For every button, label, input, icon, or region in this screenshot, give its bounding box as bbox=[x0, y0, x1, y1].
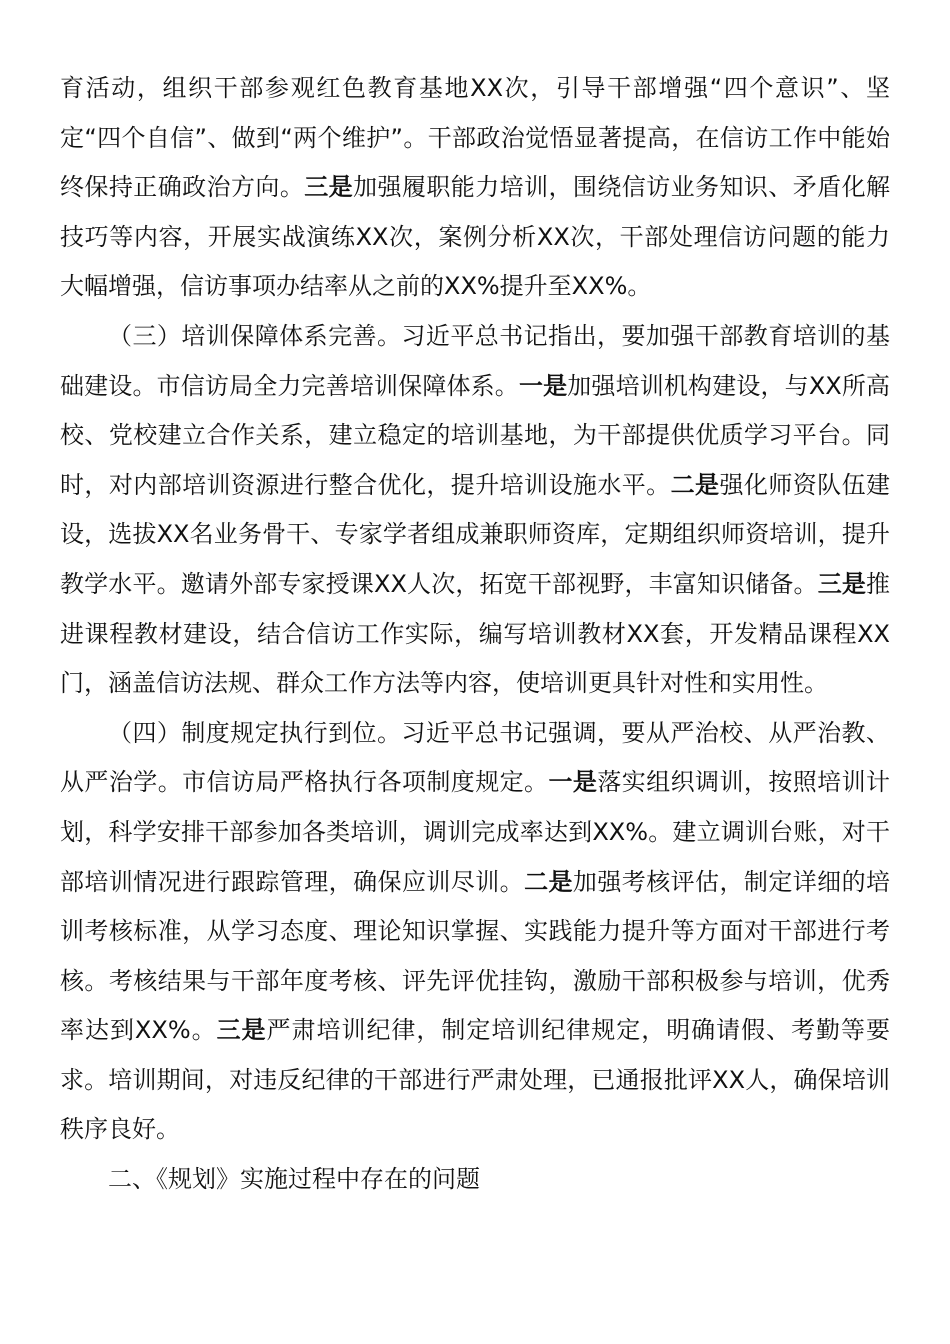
text-segment: 加强培训机构建设，与XX所高校、党校建立合作关系，建立稳定的培训基地，为干部提供优质学习平台。同时，对内部培训资源进行整合优化，提升培训设施水平。 bbox=[60, 371, 891, 499]
lead-phrase-bold: 三是 bbox=[304, 173, 354, 202]
lead-phrase-bold: 一是 bbox=[518, 371, 568, 400]
text-segment: 推进课程教材建设，结合信访工作实际，编写培训教材XX套，开发精品课程XX门，涵盖信访法规、群众工作方法等内容，使培训更具针对性和实用性。 bbox=[60, 569, 890, 698]
lead-phrase-bold: 三是 bbox=[216, 1016, 267, 1045]
section-heading: 二、《规划》实施过程中存在的问题 bbox=[108, 1165, 480, 1194]
paragraph-regulations bbox=[60, 709, 890, 1155]
text-segment: （四）制度规定执行到位。习近平总书记强调，要从严治校、从严治教、从严治学。市信访局严格执行各项制度规定。 bbox=[60, 718, 890, 797]
paragraph-training-support bbox=[60, 312, 890, 709]
text-segment: 加强履职能力培训，围绕信访业务知识、矛盾化解技巧等内容，开展实战演练XX次，案例分析XX次，干部处理信访问题的能力大幅增强，信访事项办结率从之前的XX%提升至XX%。 bbox=[60, 173, 891, 301]
text-segment: 落实组织调训，按照培训计划，科学安排干部参加各类培训，调训完成率达到XX%。建立调训台账，对干部培训情况进行跟踪管理，确保应训尽训。 bbox=[60, 768, 891, 896]
paragraph-continuation bbox=[60, 64, 890, 312]
document-body bbox=[60, 64, 890, 1205]
lead-phrase-bold: 一是 bbox=[548, 768, 598, 797]
text-segment: 育活动，组织干部参观红色教育基地XX次，引导干部增强“四个意识”、坚定“四个自信”、做到“两个维护”。干部政治觉悟显著提高，在信访工作中能始终保持正确政治方向。 bbox=[60, 74, 890, 202]
text-segment: 严肃培训纪律，制定培训纪律规定，明确请假、考勤等要求。培训期间，对违反纪律的干部进行严肃处理，已通报批评XX人，确保培训秩序良好。 bbox=[60, 1016, 891, 1144]
lead-phrase-bold: 二是 bbox=[670, 470, 720, 499]
text-segment: （三）培训保障体系完善。习近平总书记指出，要加强干部教育培训的基础建设。市信访局全力完善培训保障体系。 bbox=[60, 321, 890, 400]
lead-phrase-bold: 三是 bbox=[817, 569, 866, 598]
text-segment: 加强考核评估，制定详细的培训考核标准，从学习态度、理论知识掌握、实践能力提升等方面对干部进行考核。考核结果与干部年度考核、评先评优挂钩，激励干部积极参与培训，优秀率达到XX%。 bbox=[60, 867, 891, 1045]
lead-phrase-bold: 二是 bbox=[524, 867, 573, 896]
text-segment: 强化师资队伍建设，选拔XX名业务骨干、专家学者组成兼职师资库，定期组织师资培训，提升教学水平。邀请外部专家授课XX人次，拓宽干部视野，丰富知识储备。 bbox=[60, 470, 891, 598]
